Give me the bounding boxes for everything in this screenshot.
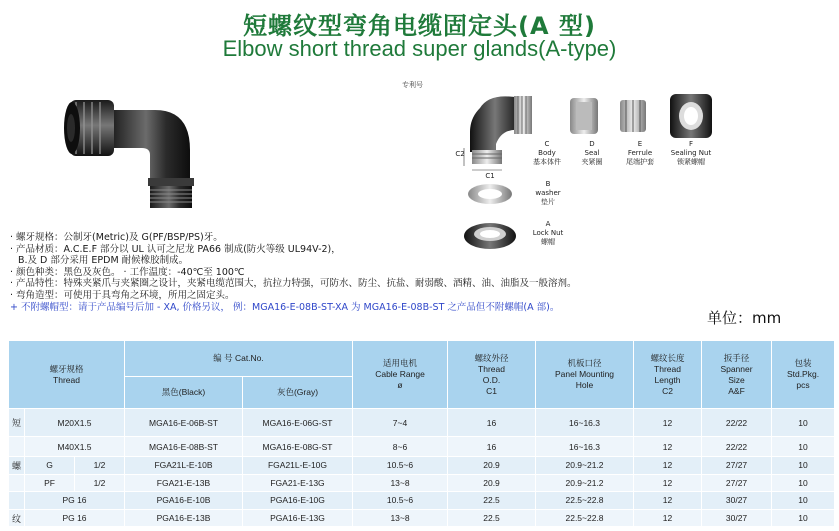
- table-row: [9, 437, 835, 457]
- header-black: 黑色(Black): [125, 377, 243, 409]
- cell-gray: FGA21-E-13G: [243, 474, 353, 492]
- cell-range: 8~6: [353, 437, 448, 457]
- cell-range: 10.5~6: [353, 457, 448, 475]
- cell-length: 12: [634, 409, 702, 437]
- header-panel-hole: 机板口径 Panel Mounting Hole: [536, 341, 634, 409]
- cell-thread: 1/2: [75, 474, 125, 492]
- part-label-b: [528, 180, 568, 207]
- cell-thread: PG 16: [25, 509, 125, 527]
- cell-range: 10.5~6: [353, 492, 448, 510]
- cell-black: FGA21L-E-10B: [125, 457, 243, 475]
- header-cable-range: 适用电机 Cable Range ø: [353, 341, 448, 409]
- cell-od: 22.5: [448, 492, 536, 510]
- cell-range: 7~4: [353, 409, 448, 437]
- cell-length: 12: [634, 492, 702, 510]
- part-label-e: [620, 140, 660, 167]
- header-thread-od: 螺纹外径 Thread O.D. C1: [448, 341, 536, 409]
- cell-od: 20.9: [448, 457, 536, 475]
- cell-black: PGA16-E-13B: [125, 509, 243, 527]
- cell-pkg: 10: [772, 509, 835, 527]
- part-label-c: [530, 140, 564, 167]
- part-letter: B: [545, 180, 551, 188]
- cell-hole: 16~16.3: [536, 409, 634, 437]
- table-row: [9, 474, 835, 492]
- cell-black: PGA16-E-10B: [125, 492, 243, 510]
- title-en: Elbow short thread super glands(A-type): [222, 36, 617, 61]
- header-gray: 灰色(Gray): [243, 377, 353, 409]
- part-en: Seal: [584, 149, 600, 157]
- part-label-d: [575, 140, 609, 167]
- cell-range: 13~8: [353, 509, 448, 527]
- table-row: [9, 457, 835, 475]
- part-cn: 尾端护套: [626, 158, 654, 166]
- part-cn: 锁紧螺帽: [677, 158, 705, 166]
- spec-line: · 产品特性：特殊夹紧爪与夹紧圈之设计，夹紧电缆范围大，抗拉力特强，可防水、防尘、抗盐、耐弱酸、酒精、油、油脂及一般溶剂。: [10, 278, 577, 290]
- cell-od: 16: [448, 409, 536, 437]
- part-letter: C: [544, 140, 550, 148]
- table-row: [9, 409, 835, 437]
- part-cn: 垫片: [541, 198, 555, 206]
- cell-range: 13~8: [353, 474, 448, 492]
- spec-note: + 不附螺帽型：请于产品编号后加 - XA, 价格另议， 例：MGA16-E-08B-ST-XA 为 MGA16-E-08B-ST 之产品但不附螺帽(A 部)。: [10, 301, 560, 313]
- header-thread: 螺牙规格 Thread: [9, 341, 125, 409]
- dim-label-c1: C1: [485, 172, 495, 180]
- title-cn: 短螺纹型弯角电缆固定头(A 型): [243, 12, 596, 40]
- cell-hole: 20.9~21.2: [536, 457, 634, 475]
- cell-hole: 22.5~22.8: [536, 492, 634, 510]
- patent-label: 专利号: [402, 81, 423, 89]
- part-cn: 基本体件: [533, 158, 561, 166]
- cell-spanner: 27/27: [702, 457, 772, 475]
- cell-black: FGA21-E-13B: [125, 474, 243, 492]
- side-label: 短: [9, 409, 25, 437]
- cell-od: 22.5: [448, 509, 536, 527]
- part-cn: 螺帽: [541, 238, 555, 246]
- cell-gray: MGA16-E-08G-ST: [243, 437, 353, 457]
- side-label: 螺: [9, 457, 25, 475]
- cell-pkg: 10: [772, 492, 835, 510]
- cell-spanner: 30/27: [702, 509, 772, 527]
- spec-list: [10, 232, 670, 313]
- spec-table: [8, 340, 835, 527]
- cell-black: MGA16-E-06B-ST: [125, 409, 243, 437]
- cell-thread: 1/2: [75, 457, 125, 475]
- part-cn: 夹紧圈: [581, 158, 603, 166]
- header-std-pkg: 包装 Std.Pkg. pcs: [772, 341, 835, 409]
- cell-gray: FGA21L-E-10G: [243, 457, 353, 475]
- cell-length: 12: [634, 437, 702, 457]
- cell-hole: 22.5~22.8: [536, 509, 634, 527]
- cell-thread-type: PF: [25, 474, 75, 492]
- part-letter: E: [637, 140, 643, 148]
- cell-pkg: 10: [772, 437, 835, 457]
- part-en: Ferrule: [627, 149, 653, 157]
- cell-gray: MGA16-E-06G-ST: [243, 409, 353, 437]
- spec-line: · 产品材质：A.C.E.F 部分以 UL 认可之尼龙 PA66 制成(防火等级 UL94V-2)，: [10, 243, 341, 255]
- part-letter: D: [589, 140, 595, 148]
- spec-line: · 螺牙规格：公制牙(Metric)及 G(PF/BSP/PS)牙。: [10, 232, 223, 243]
- part-en: Sealing Nut: [670, 149, 712, 157]
- part-letter: F: [688, 140, 694, 148]
- spec-line: B.及 D 部分采用 EPDM 耐候橡胶制成。: [18, 255, 189, 267]
- header-cat-no: 编 号 Cat.No.: [125, 341, 353, 377]
- cell-thread: PG 16: [25, 492, 125, 510]
- spec-line: · 弯角造型：可使用于具弯角之环境，所用之固定头。: [10, 289, 235, 301]
- cell-gray: PGA16-E-13G: [243, 509, 353, 527]
- cell-pkg: 10: [772, 409, 835, 437]
- cell-gray: PGA16-E-10G: [243, 492, 353, 510]
- part-en: Body: [538, 149, 556, 157]
- spec-line: · 颜色种类：黑色及灰色。 · 工作温度：-40℃至 100℃: [10, 266, 245, 278]
- header-spanner: 扳手径 Spanner Size A&F: [702, 341, 772, 409]
- assembled-gland-image: [40, 70, 240, 220]
- cell-length: 12: [634, 474, 702, 492]
- cell-pkg: 10: [772, 474, 835, 492]
- part-en: Lock Nut: [532, 229, 564, 237]
- cell-thread: M20X1.5: [25, 409, 125, 437]
- cell-thread-type: G: [25, 457, 75, 475]
- cell-length: 12: [634, 457, 702, 475]
- cell-pkg: 10: [772, 457, 835, 475]
- unit-label: 单位：mm: [707, 309, 782, 327]
- cell-hole: 16~16.3: [536, 437, 634, 457]
- table-row: [9, 492, 835, 510]
- cell-length: 12: [634, 509, 702, 527]
- part-label-f: [666, 140, 716, 167]
- side-label: 纹: [9, 509, 25, 527]
- cell-black: MGA16-E-08B-ST: [125, 437, 243, 457]
- header-thread-length: 螺纹长度 Thread Length C2: [634, 341, 702, 409]
- dim-label-c2: C2: [455, 150, 465, 158]
- cell-od: 16: [448, 437, 536, 457]
- cell-spanner: 22/22: [702, 437, 772, 457]
- cell-thread: M40X1.5: [25, 437, 125, 457]
- cell-spanner: 27/27: [702, 474, 772, 492]
- part-letter: A: [545, 220, 551, 228]
- cell-hole: 20.9~21.2: [536, 474, 634, 492]
- cell-od: 20.9: [448, 474, 536, 492]
- cell-spanner: 22/22: [702, 409, 772, 437]
- table-row: [9, 509, 835, 527]
- part-en: washer: [535, 189, 561, 197]
- cell-spanner: 30/27: [702, 492, 772, 510]
